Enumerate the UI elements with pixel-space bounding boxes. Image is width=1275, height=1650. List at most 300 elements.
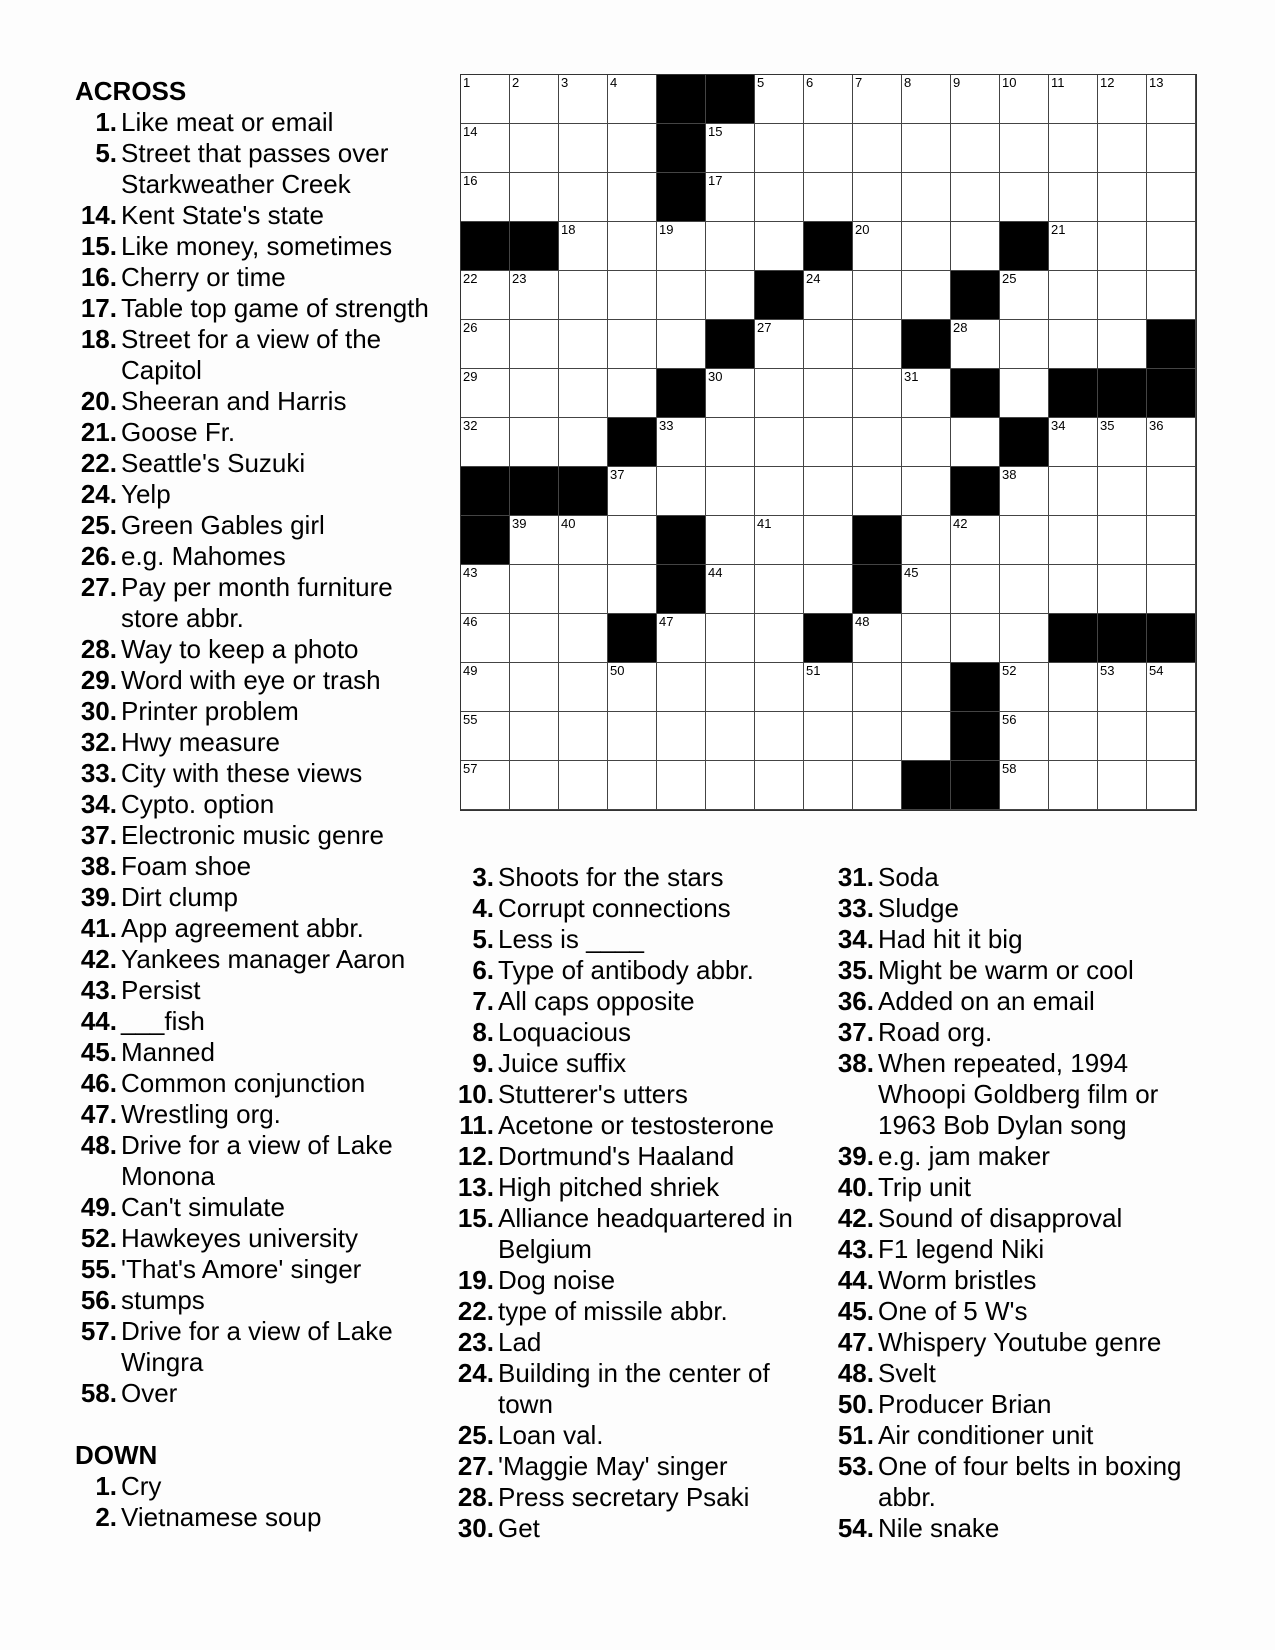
clue-text: Stutterer's utters xyxy=(498,1079,688,1109)
cell-number: 3 xyxy=(561,75,569,90)
grid-cell[interactable] xyxy=(853,467,902,516)
grid-cell[interactable] xyxy=(1098,565,1147,614)
grid-cell[interactable] xyxy=(657,320,706,369)
clue-text: Producer Brian xyxy=(878,1389,1052,1419)
down-clue xyxy=(832,1265,1212,1296)
clue-number: 32. xyxy=(80,727,117,757)
grid-cell[interactable] xyxy=(1098,516,1147,565)
cell-number: 8 xyxy=(904,75,912,90)
clue-text: Sheeran and Harris xyxy=(121,386,347,416)
grid-cell[interactable] xyxy=(461,614,510,663)
grid-cell[interactable] xyxy=(804,320,853,369)
cell-number: 15 xyxy=(708,124,723,139)
clue-number: 4. xyxy=(472,893,494,923)
clue-number: 37. xyxy=(837,1017,874,1047)
grid-cell[interactable] xyxy=(1000,173,1049,222)
down-clue xyxy=(832,1451,1212,1513)
clue-number: 36. xyxy=(837,986,874,1016)
grid-block xyxy=(1049,614,1098,663)
grid-cell[interactable] xyxy=(657,222,706,271)
clue-number: 40. xyxy=(837,1172,874,1202)
grid-block xyxy=(706,320,755,369)
clue-text: Can't simulate xyxy=(121,1192,285,1222)
grid-cell[interactable] xyxy=(1000,614,1049,663)
grid-cell[interactable] xyxy=(510,418,559,467)
down-clue xyxy=(452,1451,822,1482)
cell-number: 30 xyxy=(708,369,723,384)
grid-cell[interactable] xyxy=(559,565,608,614)
grid-cell[interactable] xyxy=(1147,418,1196,467)
grid-cell[interactable] xyxy=(1098,712,1147,761)
grid-cell[interactable] xyxy=(510,173,559,222)
grid-cell[interactable] xyxy=(951,614,1000,663)
grid-cell[interactable] xyxy=(1000,75,1049,124)
grid-cell[interactable] xyxy=(853,369,902,418)
grid-cell[interactable] xyxy=(657,663,706,712)
grid-block xyxy=(657,369,706,418)
cell-number: 7 xyxy=(855,75,863,90)
grid-cell[interactable] xyxy=(706,418,755,467)
grid-cell[interactable] xyxy=(510,712,559,761)
grid-cell[interactable] xyxy=(706,124,755,173)
grid-cell[interactable] xyxy=(1147,516,1196,565)
grid-cell[interactable] xyxy=(1049,516,1098,565)
clue-text: Whispery Youtube genre xyxy=(878,1327,1162,1357)
grid-cell[interactable] xyxy=(706,222,755,271)
grid-cell[interactable] xyxy=(608,761,657,810)
grid-cell[interactable] xyxy=(951,565,1000,614)
grid-cell[interactable] xyxy=(461,124,510,173)
down-heading: DOWN xyxy=(75,1440,158,1470)
grid-cell[interactable] xyxy=(657,614,706,663)
grid-cell[interactable] xyxy=(657,761,706,810)
across-clue xyxy=(75,882,435,913)
grid-cell[interactable] xyxy=(461,320,510,369)
clue-text: Loquacious xyxy=(498,1017,631,1047)
grid-cell[interactable] xyxy=(1049,712,1098,761)
clue-number: 34. xyxy=(837,924,874,954)
grid-cell[interactable] xyxy=(804,516,853,565)
grid-cell[interactable] xyxy=(755,712,804,761)
clue-text: Lad xyxy=(498,1327,542,1357)
grid-cell[interactable] xyxy=(1049,271,1098,320)
grid-cell[interactable] xyxy=(853,761,902,810)
grid-cell[interactable] xyxy=(461,75,510,124)
down-clue xyxy=(832,862,1212,893)
grid-cell[interactable] xyxy=(1147,761,1196,810)
grid-cell[interactable] xyxy=(804,271,853,320)
grid-cell[interactable] xyxy=(1049,222,1098,271)
grid-cell[interactable] xyxy=(1049,565,1098,614)
grid-cell[interactable] xyxy=(559,124,608,173)
grid-cell[interactable] xyxy=(608,369,657,418)
grid-cell[interactable] xyxy=(461,761,510,810)
grid-cell[interactable] xyxy=(902,565,951,614)
down-clue xyxy=(452,1358,822,1420)
grid-cell[interactable] xyxy=(853,173,902,222)
clue-number: 45. xyxy=(80,1037,117,1067)
grid-cell[interactable] xyxy=(1000,271,1049,320)
clue-text: Building in the center of town xyxy=(498,1358,770,1419)
grid-cell[interactable] xyxy=(608,320,657,369)
grid-cell[interactable] xyxy=(853,271,902,320)
grid-cell[interactable] xyxy=(755,761,804,810)
down-clue xyxy=(832,1513,1212,1544)
clue-number: 17. xyxy=(80,293,117,323)
clue-number: 39. xyxy=(80,882,117,912)
grid-cell[interactable] xyxy=(1000,663,1049,712)
grid-cell[interactable] xyxy=(755,516,804,565)
grid-cell[interactable] xyxy=(755,124,804,173)
down-clue xyxy=(452,1513,822,1544)
clue-number: 41. xyxy=(80,913,117,943)
grid-cell[interactable] xyxy=(1098,761,1147,810)
grid-cell[interactable] xyxy=(1049,761,1098,810)
grid-cell[interactable] xyxy=(608,565,657,614)
grid-cell[interactable] xyxy=(853,222,902,271)
grid-cell[interactable] xyxy=(706,271,755,320)
grid-cell[interactable] xyxy=(1049,663,1098,712)
grid-cell[interactable] xyxy=(1049,467,1098,516)
clue-text: Vietnamese soup xyxy=(121,1502,322,1532)
clue-text: Type of antibody abbr. xyxy=(498,955,754,985)
grid-cell[interactable] xyxy=(755,369,804,418)
clue-number: 43. xyxy=(837,1234,874,1264)
grid-cell[interactable] xyxy=(902,222,951,271)
grid-cell[interactable] xyxy=(951,516,1000,565)
grid-cell[interactable] xyxy=(951,75,1000,124)
grid-cell[interactable] xyxy=(706,467,755,516)
cell-number: 19 xyxy=(659,222,674,237)
grid-cell[interactable] xyxy=(559,516,608,565)
grid-cell[interactable] xyxy=(559,271,608,320)
clue-number: 14. xyxy=(80,200,117,230)
clue-number: 26. xyxy=(80,541,117,571)
grid-cell[interactable] xyxy=(1098,75,1147,124)
clue-number: 42. xyxy=(837,1203,874,1233)
grid-cell[interactable] xyxy=(755,565,804,614)
clue-number: 5. xyxy=(95,138,117,168)
grid-cell[interactable] xyxy=(510,271,559,320)
cell-number: 4 xyxy=(610,75,618,90)
grid-cell[interactable] xyxy=(902,614,951,663)
clue-number: 33. xyxy=(837,893,874,923)
grid-cell[interactable] xyxy=(755,614,804,663)
grid-cell[interactable] xyxy=(1098,663,1147,712)
grid-cell[interactable] xyxy=(1147,173,1196,222)
grid-cell[interactable] xyxy=(1098,418,1147,467)
clue-text: Drive for a view of Lake Monona xyxy=(121,1130,393,1191)
grid-cell[interactable] xyxy=(706,614,755,663)
grid-cell[interactable] xyxy=(559,614,608,663)
grid-cell[interactable] xyxy=(902,467,951,516)
grid-cell[interactable] xyxy=(1049,124,1098,173)
clue-text: Common conjunction xyxy=(121,1068,366,1098)
grid-cell[interactable] xyxy=(510,761,559,810)
grid-block xyxy=(853,565,902,614)
cell-number: 20 xyxy=(855,222,870,237)
clue-text: Cypto. option xyxy=(121,789,275,819)
cell-number: 14 xyxy=(463,124,478,139)
grid-cell[interactable] xyxy=(706,712,755,761)
grid-cell[interactable] xyxy=(559,222,608,271)
grid-cell[interactable] xyxy=(608,222,657,271)
grid-cell[interactable] xyxy=(1147,124,1196,173)
cell-number: 50 xyxy=(610,663,625,678)
clue-text: Might be warm or cool xyxy=(878,955,1134,985)
grid-cell[interactable] xyxy=(706,761,755,810)
grid-cell[interactable] xyxy=(804,418,853,467)
grid-cell[interactable] xyxy=(902,516,951,565)
grid-cell[interactable] xyxy=(510,369,559,418)
grid-block xyxy=(951,369,1000,418)
clue-number: 49. xyxy=(80,1192,117,1222)
grid-block xyxy=(461,467,510,516)
grid-cell[interactable] xyxy=(755,75,804,124)
grid-cell[interactable] xyxy=(804,712,853,761)
clue-number: 34. xyxy=(80,789,117,819)
across-clue xyxy=(75,1254,435,1285)
grid-cell[interactable] xyxy=(1098,173,1147,222)
grid-cell[interactable] xyxy=(804,663,853,712)
down-clue xyxy=(832,1358,1212,1389)
grid-cell[interactable] xyxy=(608,467,657,516)
across-clue xyxy=(75,975,435,1006)
grid-cell[interactable] xyxy=(902,369,951,418)
grid-cell[interactable] xyxy=(608,124,657,173)
grid-cell[interactable] xyxy=(1147,565,1196,614)
clue-text: Persist xyxy=(121,975,201,1005)
down-clue xyxy=(75,1471,435,1502)
grid-cell[interactable] xyxy=(755,173,804,222)
clue-number: 56. xyxy=(80,1285,117,1315)
clue-text: Svelt xyxy=(878,1358,936,1388)
grid-cell[interactable] xyxy=(804,467,853,516)
grid-cell[interactable] xyxy=(951,222,1000,271)
grid-cell[interactable] xyxy=(951,124,1000,173)
grid-cell[interactable] xyxy=(1098,467,1147,516)
clue-text: e.g. jam maker xyxy=(878,1141,1050,1171)
grid-cell[interactable] xyxy=(706,369,755,418)
grid-cell[interactable] xyxy=(559,369,608,418)
grid-cell[interactable] xyxy=(559,663,608,712)
grid-cell[interactable] xyxy=(951,320,1000,369)
grid-cell[interactable] xyxy=(804,761,853,810)
grid-cell[interactable] xyxy=(461,173,510,222)
grid-cell[interactable] xyxy=(559,173,608,222)
grid-cell[interactable] xyxy=(510,614,559,663)
clue-number: 11. xyxy=(459,1110,494,1140)
grid-cell[interactable] xyxy=(706,663,755,712)
down-clue xyxy=(832,1203,1212,1234)
grid-cell[interactable] xyxy=(1000,712,1049,761)
grid-cell[interactable] xyxy=(510,663,559,712)
across-clue xyxy=(75,851,435,882)
grid-cell[interactable] xyxy=(902,124,951,173)
grid-cell[interactable] xyxy=(951,173,1000,222)
down-clue xyxy=(452,1420,822,1451)
grid-cell[interactable] xyxy=(853,320,902,369)
grid-cell[interactable] xyxy=(461,712,510,761)
clue-text: Dog noise xyxy=(498,1265,616,1295)
grid-cell[interactable] xyxy=(902,712,951,761)
grid-cell[interactable] xyxy=(755,222,804,271)
grid-block xyxy=(951,271,1000,320)
clue-number: 50. xyxy=(837,1389,874,1419)
grid-cell[interactable] xyxy=(608,516,657,565)
grid-cell[interactable] xyxy=(608,663,657,712)
clue-text: Street that passes over Starkweather Creek xyxy=(121,138,389,199)
grid-cell[interactable] xyxy=(1000,124,1049,173)
grid-cell[interactable] xyxy=(461,369,510,418)
grid-cell[interactable] xyxy=(853,663,902,712)
grid-cell[interactable] xyxy=(755,467,804,516)
grid-block xyxy=(657,516,706,565)
clue-number: 30. xyxy=(80,696,117,726)
clue-text: One of 5 W's xyxy=(878,1296,1028,1326)
down-clue xyxy=(832,1389,1212,1420)
down-clue xyxy=(832,1172,1212,1203)
grid-cell[interactable] xyxy=(1000,516,1049,565)
grid-cell[interactable] xyxy=(853,614,902,663)
grid-cell[interactable] xyxy=(1147,222,1196,271)
grid-cell[interactable] xyxy=(657,712,706,761)
grid-cell[interactable] xyxy=(1147,75,1196,124)
down-clue xyxy=(832,1017,1212,1048)
down-clue xyxy=(452,1265,822,1296)
grid-cell[interactable] xyxy=(755,418,804,467)
grid-cell[interactable] xyxy=(608,271,657,320)
grid-cell[interactable] xyxy=(755,663,804,712)
grid-cell[interactable] xyxy=(559,418,608,467)
grid-cell[interactable] xyxy=(853,418,902,467)
down-clue xyxy=(832,1048,1212,1141)
grid-block xyxy=(804,614,853,663)
clue-text: Foam shoe xyxy=(121,851,252,881)
cell-number: 56 xyxy=(1002,712,1017,727)
grid-cell[interactable] xyxy=(902,75,951,124)
grid-cell[interactable] xyxy=(461,663,510,712)
across-clue xyxy=(75,262,435,293)
grid-cell[interactable] xyxy=(1098,124,1147,173)
clue-text: Air conditioner unit xyxy=(878,1420,1094,1450)
grid-cell[interactable] xyxy=(510,75,559,124)
grid-cell[interactable] xyxy=(608,75,657,124)
grid-cell[interactable] xyxy=(559,320,608,369)
grid-cell[interactable] xyxy=(1147,467,1196,516)
clue-text: Table top game of strength xyxy=(121,293,429,323)
grid-cell[interactable] xyxy=(559,761,608,810)
grid-cell[interactable] xyxy=(902,173,951,222)
clue-number: 28. xyxy=(80,634,117,664)
clue-number: 38. xyxy=(80,851,117,881)
grid-cell[interactable] xyxy=(461,418,510,467)
grid-cell[interactable] xyxy=(559,75,608,124)
grid-cell[interactable] xyxy=(902,663,951,712)
grid-cell[interactable] xyxy=(902,418,951,467)
clue-number: 28. xyxy=(457,1482,494,1512)
grid-cell[interactable] xyxy=(1098,320,1147,369)
clue-number: 30. xyxy=(457,1513,494,1543)
clue-number: 25. xyxy=(457,1420,494,1450)
grid-cell[interactable] xyxy=(804,565,853,614)
grid-block xyxy=(951,467,1000,516)
grid-cell[interactable] xyxy=(804,124,853,173)
clue-number: 47. xyxy=(80,1099,117,1129)
grid-cell[interactable] xyxy=(657,467,706,516)
down-clue-list-1 xyxy=(75,1471,435,1533)
clue-number: 52. xyxy=(80,1223,117,1253)
grid-cell[interactable] xyxy=(1049,418,1098,467)
cell-number: 58 xyxy=(1002,761,1017,776)
grid-cell[interactable] xyxy=(1098,271,1147,320)
grid-cell[interactable] xyxy=(1000,467,1049,516)
grid-cell[interactable] xyxy=(559,712,608,761)
grid-cell[interactable] xyxy=(510,320,559,369)
grid-cell[interactable] xyxy=(804,173,853,222)
grid-cell[interactable] xyxy=(1147,271,1196,320)
grid-cell[interactable] xyxy=(804,75,853,124)
down-clue xyxy=(832,893,1212,924)
grid-cell[interactable] xyxy=(608,712,657,761)
grid-cell[interactable] xyxy=(510,565,559,614)
across-clue xyxy=(75,1130,435,1192)
clue-text: Yelp xyxy=(121,479,171,509)
grid-block xyxy=(461,516,510,565)
grid-cell[interactable] xyxy=(706,565,755,614)
cell-number: 9 xyxy=(953,75,961,90)
grid-cell[interactable] xyxy=(510,124,559,173)
grid-cell[interactable] xyxy=(951,418,1000,467)
grid-block xyxy=(1147,614,1196,663)
grid-cell[interactable] xyxy=(461,565,510,614)
down-clue-list-3 xyxy=(832,862,1212,1544)
grid-cell[interactable] xyxy=(853,75,902,124)
down-clue xyxy=(75,1502,435,1533)
grid-cell[interactable] xyxy=(1000,369,1049,418)
grid-cell[interactable] xyxy=(1049,75,1098,124)
across-clue xyxy=(75,913,435,944)
grid-cell[interactable] xyxy=(1049,320,1098,369)
grid-cell[interactable] xyxy=(902,271,951,320)
across-clue xyxy=(75,479,435,510)
grid-cell[interactable] xyxy=(461,271,510,320)
grid-block xyxy=(853,516,902,565)
grid-cell[interactable] xyxy=(657,271,706,320)
grid-cell[interactable] xyxy=(853,124,902,173)
grid-cell[interactable] xyxy=(510,516,559,565)
grid-cell[interactable] xyxy=(1147,663,1196,712)
clue-number: 48. xyxy=(837,1358,874,1388)
cell-number: 34 xyxy=(1051,418,1066,433)
grid-cell[interactable] xyxy=(706,516,755,565)
grid-cell[interactable] xyxy=(755,320,804,369)
cell-number: 41 xyxy=(757,516,772,531)
grid-cell[interactable] xyxy=(853,712,902,761)
grid-cell[interactable] xyxy=(804,369,853,418)
grid-cell[interactable] xyxy=(1000,761,1049,810)
grid-cell[interactable] xyxy=(1000,565,1049,614)
across-clue xyxy=(75,1285,435,1316)
grid-cell[interactable] xyxy=(1000,320,1049,369)
grid-cell[interactable] xyxy=(1147,712,1196,761)
grid-cell[interactable] xyxy=(1049,173,1098,222)
grid-cell[interactable] xyxy=(706,173,755,222)
grid-cell[interactable] xyxy=(1098,222,1147,271)
grid-cell[interactable] xyxy=(608,173,657,222)
clue-number: 38. xyxy=(837,1048,874,1078)
grid-cell[interactable] xyxy=(657,418,706,467)
